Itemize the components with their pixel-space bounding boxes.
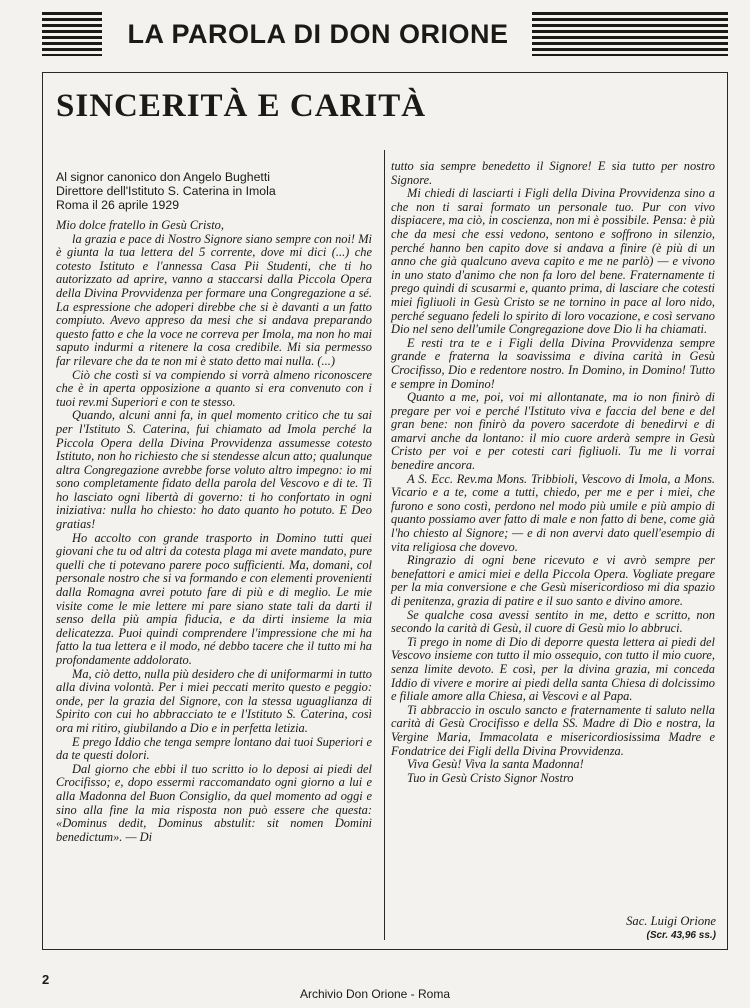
signature: Sac. Luigi Orione — [626, 914, 716, 928]
paragraph: Ho accolto con grande trasporto in Domino tutti quei giovani che tu od altri da cotesta plaga mi avete mandato, pure quelli che ti potevano parere poco sufficienti. Ma, domani, col personale nostro che si va formando e con elementi provenienti dalla Romagna avrei potuto fare di più e di meglio. Le mie visite come le mie lettere mi pare siano state tali da darti il senso della più ampia fiducia, e da dirti insieme la mia delicatezza. Puoi quindi comprendere l'impressione che mi ha fatto la tua lettera e il modo, né debbo tacere che il tutto mi ha profondamente addolorato. — [56, 530, 372, 667]
section-banner — [42, 12, 728, 56]
page-number: 2 — [42, 972, 50, 987]
salutation: Mio dolce fratello in Gesù Cristo, — [56, 218, 224, 232]
letter-addressee — [56, 170, 376, 212]
paragraph: Ringrazio di ogni bene ricevuto e vi avrò sempre per benefattori e amici miei e della Piccola Opera. Vogliate pregare per la mia conversione e che Gesù misericordioso mi dia spazio di penitenza, grazia di patire e il suo santo e divino amore. — [391, 553, 715, 608]
paragraph: Se qualche cosa avessi sentito in me, detto e scritto, non secondo la carità di Gesù, il cuore di Gesù mio lo abbruci. — [391, 607, 715, 636]
paragraph: Dal giorno che ebbi il tuo scritto io lo deposi ai piedi del Crocifisso; e, dopo essermi raccomandato ogni giorno a lui e alla Madonna del Buon Consiglio, da quel momento ad oggi e sino alla fine la mia risposta non può essere che questa: «Dominus dedit, Dominus abstulit: sit nomen Domini benedictum». — Di — [56, 761, 372, 844]
letter-column-left — [56, 219, 372, 844]
closing-line: Viva Gesù! Viva la santa Madonna! — [407, 757, 584, 772]
section-title: LA PAROLA DI DON ORIONE — [127, 19, 509, 49]
addressee-line: Direttore dell'Istituto S. Caterina in Imola — [56, 184, 276, 198]
addressee-line: Roma il 26 aprile 1929 — [56, 198, 180, 212]
addressee-line: Al signor canonico don Angelo Bughetti — [56, 170, 270, 184]
paragraph: Quanto a me, poi, voi mi allontanate, ma io non finirò di pregare per voi e perché l'Istituto viva e faccia del bene e del gran bene: non finirò da povero sacerdote di benedirvi e di amarvi anche da lontano: il mio cuore arderà sempre in Gesù Cristo per voi e per cotesti cari figliuoli. Tu me li vorrai benedire ancora. — [391, 390, 715, 473]
archive-label: Archivio Don Orione - Roma — [299, 987, 451, 1001]
paragraph: Ma, ciò detto, nulla più desidero che di uniformarmi in tutto alla divina volontà. Per i miei peccati merito questo e peggio: onde, per la grazia del Signore, con la stessa uguaglianza di Spirito con cui ho abbracciato te e l'Istituto S. Caterina, così ora mi ritiro, giubilando a Dio e in perfetta letizia. — [56, 666, 372, 735]
paragraph: Quando, alcuni anni fa, in quel momento critico che tu sai per l'Istituto S. Caterina, fui chiamato ad Imola perché la Piccola Opera della Divina Provvidenza assumesse cotesto Istituto, non ho richiesto che si stendesse alcun atto; qualunque altra Congregazione avrebbe forse voluto altro impegno: io mi sono completamente fidato della parola del Vescovo e di te. Ti ho lasciato ogni libertà di governo: ti ho confortato in ogni iniziativa: nulla ho chiesto: ho dato quanto ho potuto. E Deo gratias! — [56, 408, 372, 532]
letter-column-right — [391, 160, 715, 785]
banner-stripes-right — [532, 12, 728, 56]
paragraph: Ciò che costì si va compiendo si vorrà almeno riconoscere che è in aperta opposizione a quanto si era convenuto con i tuoi rev.mi Superiori e con te stesso. — [56, 367, 372, 409]
paragraph: la grazia e pace di Nostro Signore siano sempre con noi! Mi è giunta la tua lettera del 5 corrente, dove mi dici (...) che cotesto Istituto e l'annessa Casa Pii Studenti, che ti ho autorizzato ad aprire, vanno a staccarsi dalla Piccola Opera della Divina Provvidenza per formare una Congregazione a sé. La espressione che adoperi direbbe che si è davanti a un fatto compiuto. Avevo appreso da mesi che si andava preparando questo fatto e che la voce ne correva per Imola, ma non ho mai saputo indurmi a ritenere la cosa credibile. Mi sia permesso far rilevare che da te non mi è stato detto mai nulla. (...) — [56, 231, 372, 368]
closing-line: Tuo in Gesù Cristo Signor Nostro — [407, 770, 574, 785]
paragraph: Mi chiedi di lasciarti i Figli della Divina Provvidenza sino a che non ti sarai formato un personale tuo. Pur con vivo dispiacere, ma ciò, in coscienza, non mi è possibile. Pensa: è più che da mesi che essi vedono, sentono e soffrono in silenzio, perché hanno ben capito dove si andava a finire (è più di un anno che già qualcuno aveva capito e me ne parlò) — e vivono in uno stato d'animo che non fa loro del bene. Fraternamente ti prego quindi di scusarmi e, quanto prima, di lasciare che cotesti miei figliuoli in Gesù Cristo se ne tornino in pace al loro nido, perché seguano fedeli lo spirito di loro vocazione, e così servano Dio nel seno dell'umile Congregazione dove Dio li ha chiamati. — [391, 186, 715, 337]
paragraph: tutto sia sempre benedetto il Signore! E sia tutto per nostro Signore. — [391, 159, 715, 187]
paragraph: E prego Iddio che tenga sempre lontano dai tuoi Superiori e da te questi dolori. — [56, 734, 372, 763]
paragraph: A S. Ecc. Rev.ma Mons. Tribbioli, Vescovo di Imola, a Mons. Vicario e a te, come a tutti, chiedo, per me e per i miei, che furono e sono costì, perdono nel modo più umile e più ampio di quanto possiamo aver fatto di male e non fatto di bene, come già l'ho chiesto al Signore; — e di non avervi dato quell'esempio di vita religiosa che dovevo. — [391, 471, 715, 554]
article-title: SINCERITÀ E CARITÀ — [56, 88, 427, 124]
paragraph: Ti abbraccio in osculo sancto e fraternamente ti saluto nella carità di Gesù Crocifisso e della SS. Madre di Dio e nostra, la Vergine Maria, Immacolata e misericordiosissima Madre e Fondatrice dei Figli della Divina Provvidenza. — [391, 702, 715, 758]
banner-stripes-left — [42, 12, 102, 56]
paragraph: Ti prego in nome di Dio di deporre questa lettera ai piedi del Vescovo insieme con tutto il mio ossequio, con tutto il mio cuore, senza limite devoto. E così, per la divina grazia, mi conceda Iddio di vivere e morire ai piedi della santa Chiesa di dolcissimo e filiale amore alla Chiesa, ai Vescovi e al Papa. — [391, 634, 715, 704]
column-divider — [384, 150, 385, 940]
paragraph: E resti tra te e i Figli della Divina Provvidenza sempre grande e fraterna la soavissima e divina carità in Gesù Crocifisso, Dio e redentore nostro. In Domino, in Domino! Tutto e sempre in Domino! — [391, 335, 715, 391]
source-reference: (Scr. 43,96 ss.) — [646, 930, 716, 941]
